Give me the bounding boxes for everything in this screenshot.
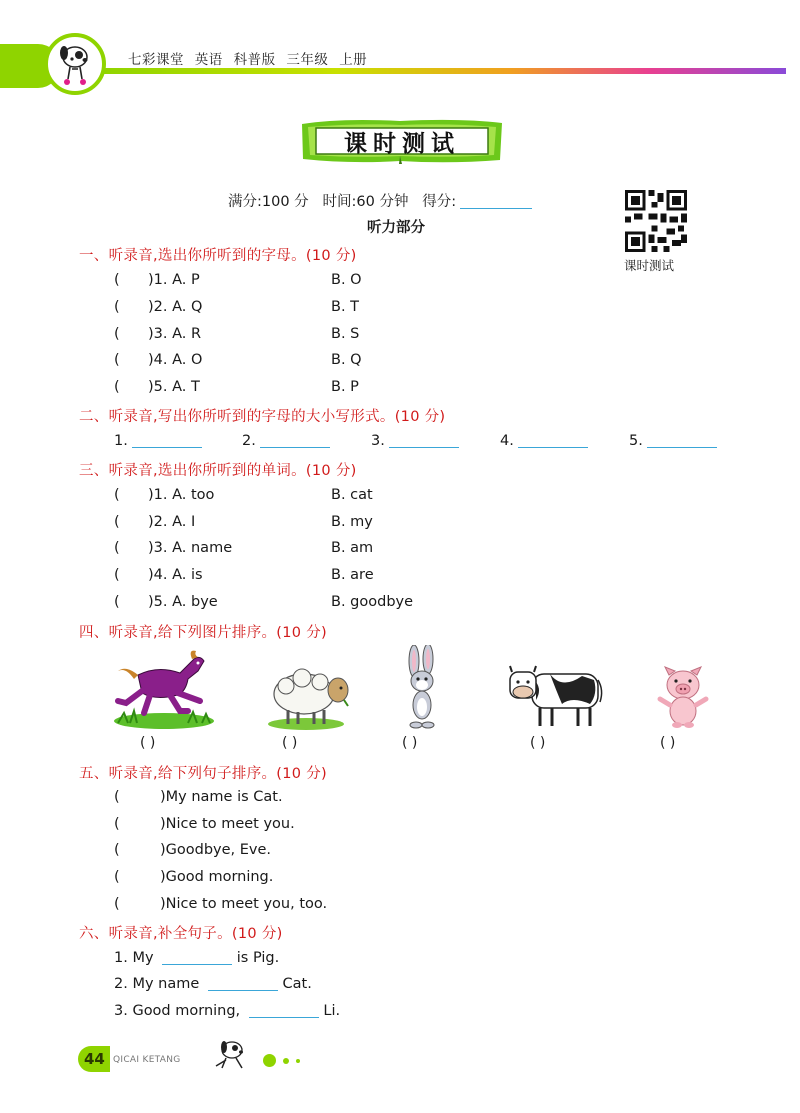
s1-item-2-option-b: B. T xyxy=(331,299,360,315)
section-2-heading: 二、听录音,写出你所听到的字母的大小写形式。(10 分) xyxy=(79,409,446,425)
s1-item-2: ( )2. A. Q xyxy=(114,299,203,315)
s2-blank-3[interactable]: 3. xyxy=(371,433,459,449)
s2-blank-5[interactable]: 5. xyxy=(629,433,717,449)
footer-dot-medium xyxy=(283,1058,289,1064)
s1-item-5-option-b: B. P xyxy=(331,379,359,395)
s2-blank-4[interactable]: 4. xyxy=(500,433,588,449)
s1-item-3: ( )3. A. R xyxy=(114,326,202,342)
pig-answer-paren[interactable]: ( ) xyxy=(660,735,676,751)
s5-item-4: ( )Good morning. xyxy=(114,869,274,885)
s3-item-3: ( )3. A. name xyxy=(114,540,233,556)
header-edition: 科普版 xyxy=(233,52,276,68)
s1-item-5: ( )5. A. T xyxy=(114,379,200,395)
score-blank[interactable] xyxy=(460,208,532,209)
rabbit-picture xyxy=(398,645,446,731)
section-3-heading: 三、听录音,选出你所听到的单词。(10 分) xyxy=(79,463,357,479)
s3-item-4: ( )4. A. is xyxy=(114,567,203,583)
s3-item-2: ( )2. A. I xyxy=(114,514,196,530)
horse-picture xyxy=(108,645,218,731)
pig-picture xyxy=(655,665,711,729)
s3-item-3-option-b: B. am xyxy=(331,540,374,556)
dog-mascot-icon xyxy=(48,37,102,91)
s3-item-4-option-b: B. are xyxy=(331,567,374,583)
footer-dot-small xyxy=(296,1059,300,1063)
s6-item-1: 1. My is Pig. xyxy=(114,950,280,966)
s5-item-3: ( )Goodbye, Eve. xyxy=(114,842,272,858)
listening-section-title: 听力部分 xyxy=(367,220,425,236)
s1-item-3-option-b: B. S xyxy=(331,326,360,342)
s6-blank-1[interactable] xyxy=(162,964,232,965)
s3-item-1-option-b: B. cat xyxy=(331,487,373,503)
s2-blank-2[interactable]: 2. xyxy=(242,433,330,449)
header-subject: 英语 xyxy=(194,52,223,68)
title-banner xyxy=(300,118,504,164)
full-marks: 满分:100 分 xyxy=(228,194,309,210)
s1-item-4-option-b: B. Q xyxy=(331,352,362,368)
s3-item-5-option-b: B. goodbye xyxy=(331,594,414,610)
page-number: 44 xyxy=(84,1050,105,1068)
qr-label: 课时测试 xyxy=(624,258,675,273)
section-6-heading: 六、听录音,补全句子。(10 分) xyxy=(79,926,283,942)
footer-brand: QICAI KETANG xyxy=(113,1055,181,1065)
s6-blank-2[interactable] xyxy=(208,990,278,991)
s1-item-4: ( )4. A. O xyxy=(114,352,203,368)
s2-blank-1[interactable]: 1. xyxy=(114,433,202,449)
s3-item-2-option-b: B. my xyxy=(331,514,373,530)
mascot-badge xyxy=(44,33,106,95)
s1-item-1-option-b: B. O xyxy=(331,272,362,288)
rabbit-answer-paren[interactable]: ( ) xyxy=(402,735,418,751)
header-rainbow-strip xyxy=(96,68,786,74)
section-1-heading: 一、听录音,选出你所听到的字母。(10 分) xyxy=(79,248,357,264)
score-line xyxy=(228,190,532,211)
qr-code-icon[interactable] xyxy=(625,190,687,252)
header-volume: 上册 xyxy=(339,52,368,68)
s3-item-1: ( )1. A. too xyxy=(114,487,215,503)
score-label: 得分: xyxy=(422,194,457,210)
horse-answer-paren[interactable]: ( ) xyxy=(140,735,156,751)
s1-item-1: ( )1. A. P xyxy=(114,272,200,288)
sheep-answer-paren[interactable]: ( ) xyxy=(282,735,298,751)
section-4-heading: 四、听录音,给下列图片排序。(10 分) xyxy=(79,625,327,641)
footer-dog-icon xyxy=(212,1036,252,1072)
header-title xyxy=(128,48,373,68)
cow-picture xyxy=(506,660,606,732)
header-grade: 三年级 xyxy=(286,52,329,68)
footer-dot-large xyxy=(263,1054,276,1067)
s5-item-1: ( )My name is Cat. xyxy=(114,789,283,805)
s5-item-5: ( )Nice to meet you, too. xyxy=(114,896,328,912)
s6-blank-3[interactable] xyxy=(249,1017,319,1018)
section-5-heading: 五、听录音,给下列句子排序。(10 分) xyxy=(79,766,327,782)
s3-item-5: ( )5. A. bye xyxy=(114,594,218,610)
time-limit: 时间:60 分钟 xyxy=(322,194,409,210)
cow-answer-paren[interactable]: ( ) xyxy=(530,735,546,751)
s5-item-2: ( )Nice to meet you. xyxy=(114,816,295,832)
s6-item-3: 3. Good morning, Li. xyxy=(114,1003,341,1019)
page-title: 课时测试 xyxy=(344,130,460,157)
s6-item-2: 2. My name Cat. xyxy=(114,976,312,992)
sheep-picture xyxy=(264,660,356,732)
header-series: 七彩课堂 xyxy=(128,52,184,68)
